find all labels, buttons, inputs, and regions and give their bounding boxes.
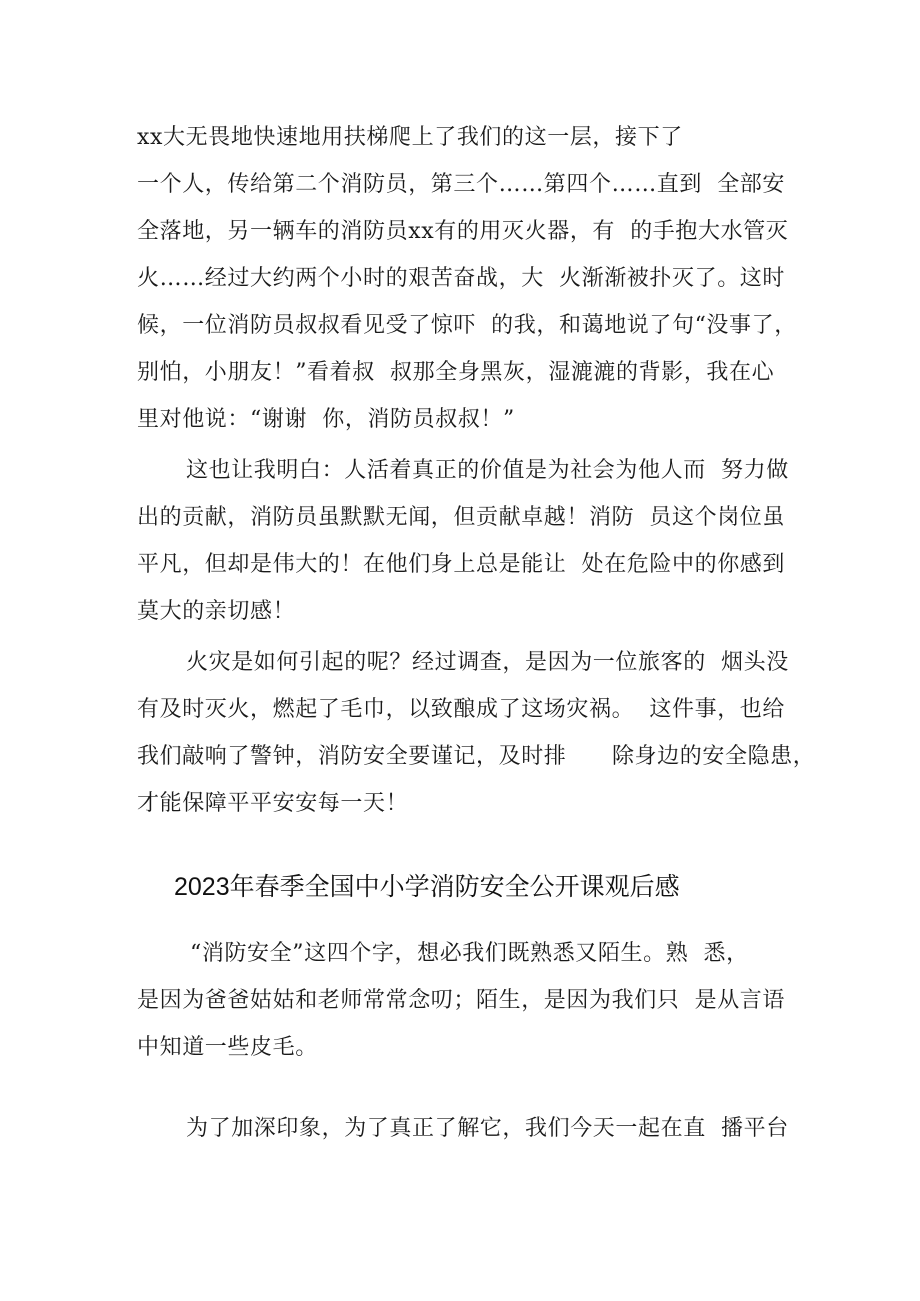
body-text-line: 里对他说：“谢谢 你，消防员叔叔！” [137,407,515,432]
body-text-line: 别怕，小朋友！”看着叔 叔那全身黑灰，湿漉漉的背影，我在心 [137,360,775,385]
body-text-line: 有及时灭火，燃起了毛巾，以致酿成了这场灾祸。 这件事，也给 [137,697,785,722]
body-text-line: 火灾是如何引起的呢？经过调查，是因为一位旅客的 烟头没 [186,650,789,675]
body-text-line: 候，一位消防员叔叔看见受了惊吓 的我，和蔼地说了句“没事了， [137,313,797,338]
body-text-line: xx大无畏地快速地用扶梯爬上了我们的这一层，接下了 [137,125,683,150]
body-text-line: 出的贡献，消防员虽默默无闻，但贡献卓越！消防 员这个岗位虽 [137,505,785,530]
body-text-line: 莫大的亲切感！ [137,599,296,624]
body-text-line: 是因为爸爸姑姑和老师常常念叨；陌生，是因为我们只 是从言语 [137,988,785,1013]
body-text-line: 平凡，但却是伟大的！在他们身上总是能让 处在危险中的你感到 [137,552,785,577]
body-text-line: 才能保障平平安安每一天！ [137,791,409,816]
body-text-line: 为了加深印象，为了真正了解它，我们今天一起在直 播平台 [186,1116,789,1141]
body-text-line: 火……经过大约两个小时的艰苦奋战，大 火渐渐被扑灭了。这时 [137,266,785,291]
body-text-line: 全落地，另一辆车的消防员xx有的用灭火器，有 的手抱大水管灭 [137,219,789,244]
body-text-line: 我们敲响了警钟，消防安全要谨记，及时排 除身边的安全隐患， [137,744,816,769]
section-heading: 2023年春季全国中小学消防安全公开课观后感 [174,873,680,901]
body-text-line: 中知道一些皮毛。 [137,1035,318,1060]
body-text-line: 一个人，传给第二个消防员，第三个……第四个……直到 全部安 [137,172,785,197]
body-text-line: 这也让我明白：人活着真正的价值是为社会为他人而 努力做 [186,458,789,483]
body-text-line: “消防安全”这四个字，想必我们既熟悉又陌生。熟 悉， [190,941,749,966]
